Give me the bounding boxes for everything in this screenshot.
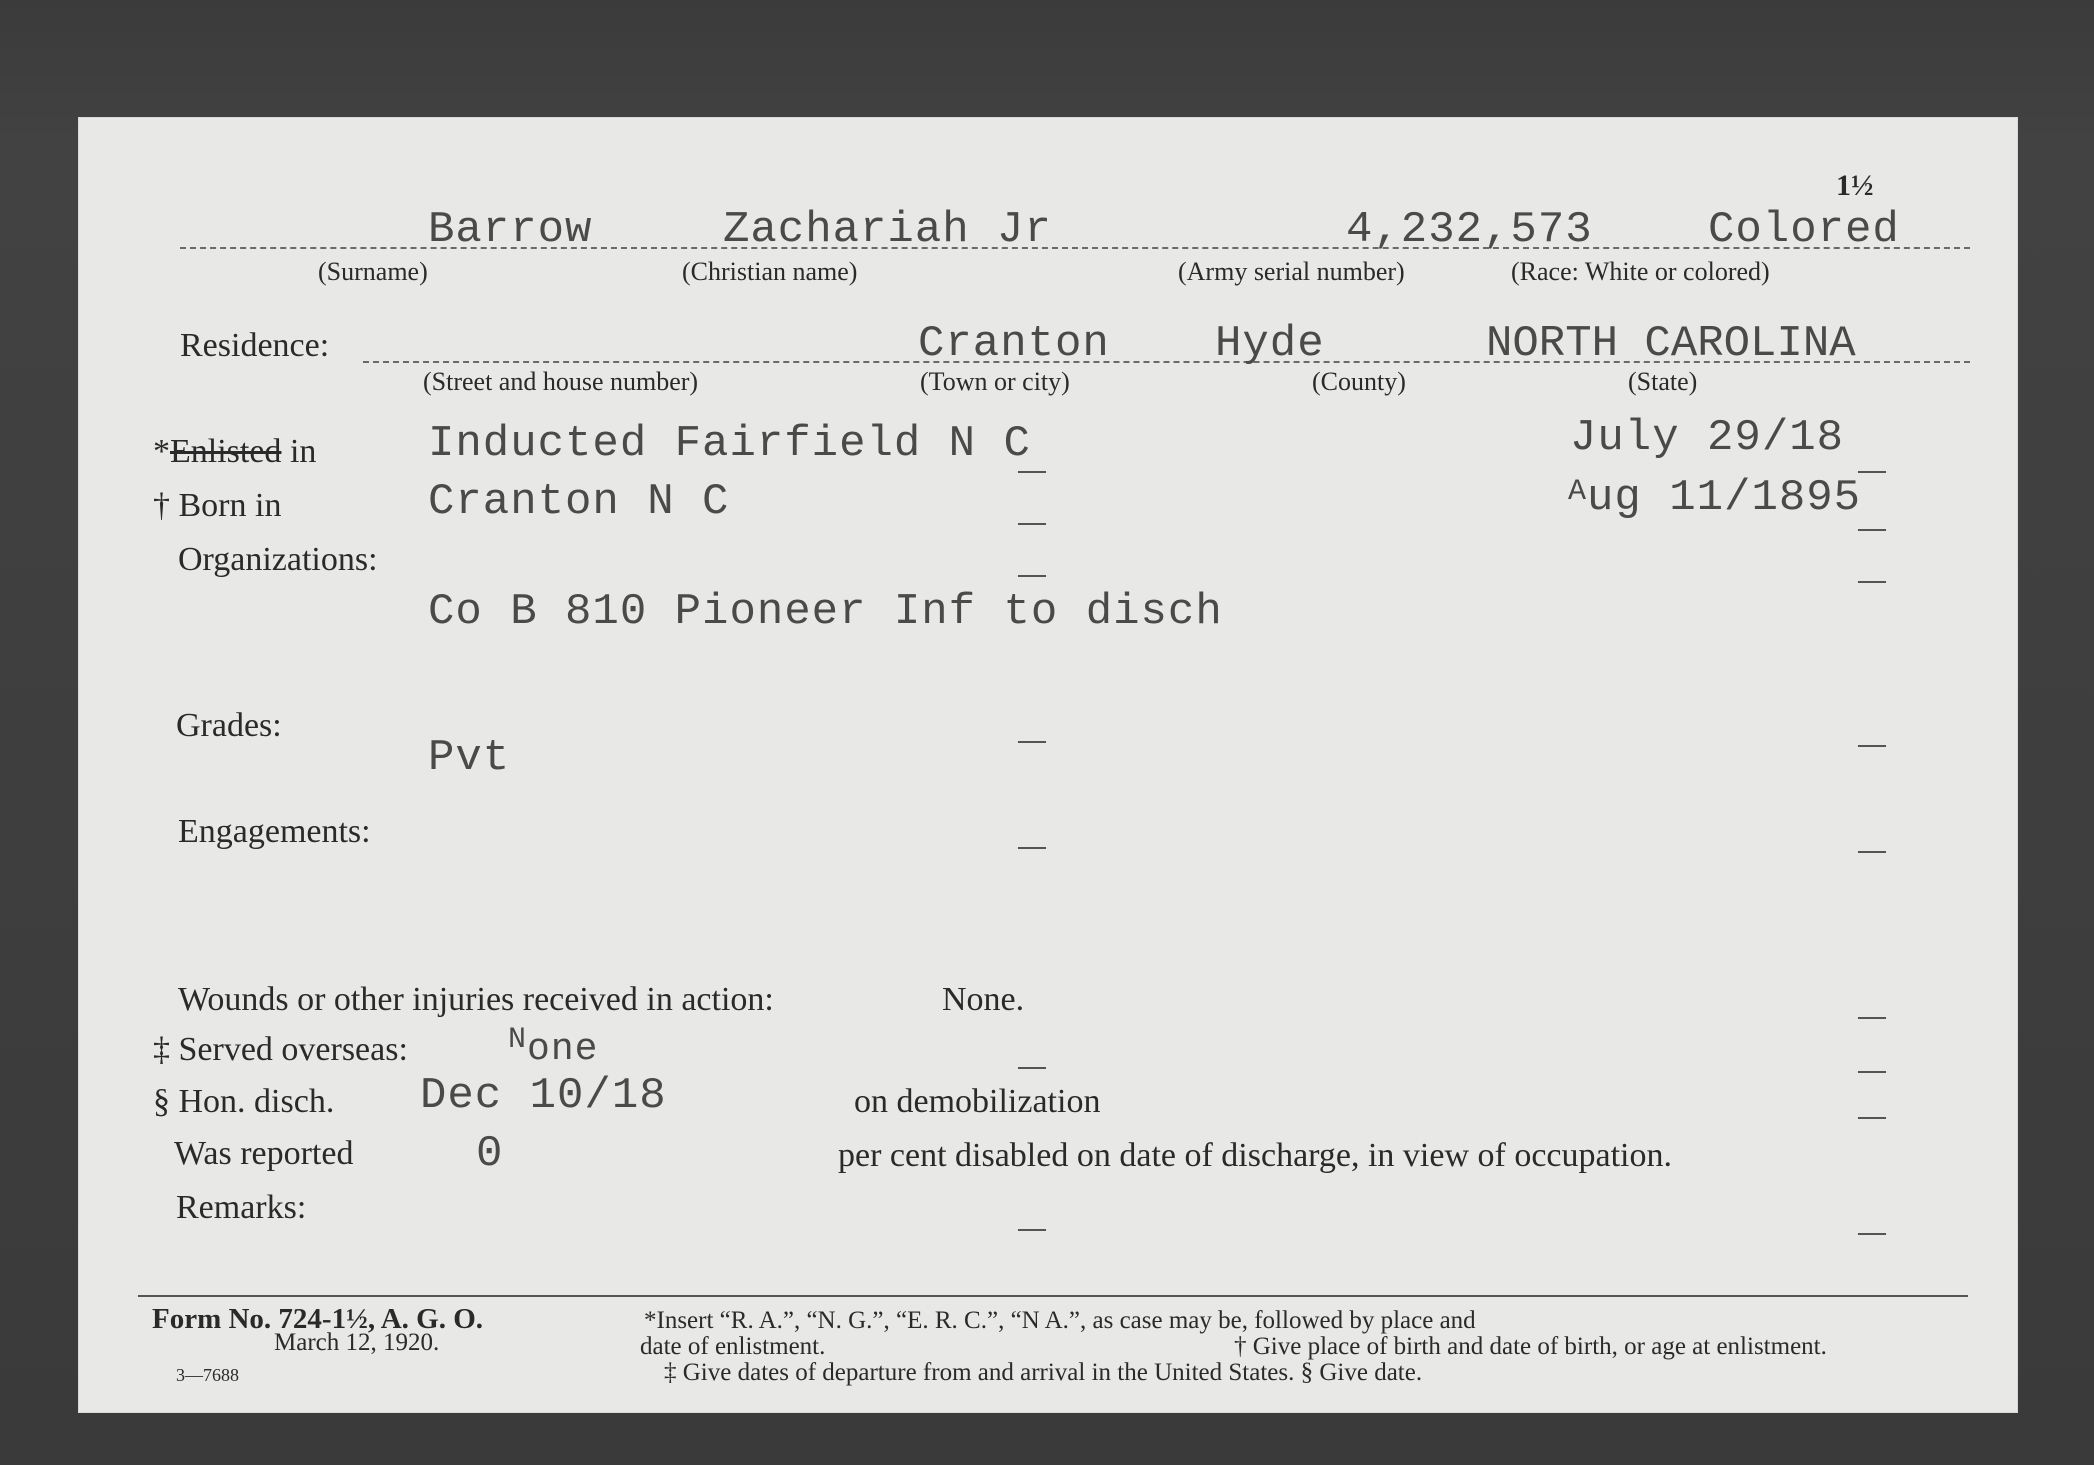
enlisted-label: [153, 433, 316, 471]
engagements-tick-right: [1858, 851, 1886, 853]
engagements-tick-mid: [1018, 847, 1046, 849]
footnote-line-2b: † Give place of birth and date of birth, or age at enlistment.: [1234, 1333, 1827, 1360]
enlisted-date: July 29/18: [1570, 413, 1845, 463]
grades-label: Grades:: [176, 707, 282, 744]
overseas-value-initial: N: [508, 1023, 528, 1057]
discharge-value: Dec 10/18: [420, 1071, 667, 1121]
service-record-card: [78, 117, 2018, 1413]
form-date: March 12, 1920.: [274, 1329, 440, 1356]
residence-town-value: Cranton: [918, 319, 1110, 369]
caption-race: (Race: White or colored): [1511, 257, 1770, 286]
wounds-label: Wounds or other injuries received in action:: [178, 981, 774, 1018]
remarks-label: Remarks:: [176, 1189, 307, 1226]
residence-label: Residence:: [180, 327, 330, 364]
overseas-tick-right: [1858, 1071, 1886, 1073]
grades-value: Pvt: [428, 733, 511, 783]
born-tick-mid: [1018, 523, 1046, 525]
enlisted-tick-right: [1858, 471, 1886, 473]
organizations-tick-mid: [1018, 575, 1046, 577]
surname-value: Barrow: [428, 205, 593, 255]
overseas-value-rest: one: [527, 1028, 599, 1071]
overseas-value: [508, 1023, 598, 1073]
form-number: Form No. 724-1½, A. G. O.: [152, 1303, 484, 1335]
overseas-tick-mid: [1018, 1067, 1046, 1069]
wounds-tick-right: [1858, 1017, 1886, 1019]
residence-county-value: Hyde: [1215, 319, 1325, 369]
footnote-line-1: *Insert “R. A.”, “N. G.”, “E. R. C.”, “N A.”, as case may be, followed by place and: [644, 1307, 1476, 1334]
organizations-tick-right: [1858, 581, 1886, 583]
caption-county: (County): [1312, 367, 1406, 396]
enlisted-marker: *: [153, 433, 170, 470]
born-date: [1568, 473, 1861, 523]
print-code: 3—7688: [176, 1365, 239, 1385]
discharge-note: on demobilization: [854, 1083, 1101, 1120]
caption-state: (State): [1628, 367, 1698, 396]
organizations-value: Co B 810 Pioneer Inf to disch: [428, 587, 1223, 637]
grades-tick-mid: [1018, 741, 1046, 743]
caption-surname: (Surname): [318, 257, 428, 286]
discharge-tick-right: [1858, 1117, 1886, 1119]
born-date-initial: A: [1568, 475, 1588, 509]
reported-note: per cent disabled on date of discharge, in view of occupation.: [838, 1137, 1672, 1174]
wounds-value: None.: [942, 981, 1025, 1018]
caption-serial-number: (Army serial number): [1178, 257, 1405, 286]
overseas-label: ‡ Served overseas:: [153, 1031, 408, 1068]
reported-label: Was reported: [174, 1135, 354, 1172]
remarks-tick-mid: [1018, 1229, 1046, 1231]
born-tick-right: [1858, 529, 1886, 531]
caption-town: (Town or city): [920, 367, 1070, 396]
enlisted-label-rest: in: [281, 433, 317, 470]
corner-fraction: 1½: [1836, 169, 1874, 202]
grades-tick-right: [1858, 745, 1886, 747]
born-date-rest: ug 11/1895: [1587, 473, 1862, 523]
caption-street: (Street and house number): [423, 367, 699, 396]
engagements-label: Engagements:: [178, 813, 371, 850]
enlisted-struck-word: Enlisted: [170, 433, 282, 470]
remarks-tick-right: [1858, 1233, 1886, 1235]
christian-name-value: Zachariah Jr: [723, 205, 1052, 255]
race-value: Colored: [1708, 205, 1900, 255]
reported-value: 0: [476, 1129, 504, 1179]
enlisted-value: Inducted Fairfield N C: [428, 419, 1031, 469]
born-label: † Born in: [153, 487, 282, 524]
born-value: Cranton N C: [428, 477, 730, 527]
discharge-label: § Hon. disch.: [153, 1083, 335, 1120]
footnote-line-2a: date of enlistment.: [640, 1333, 826, 1360]
serial-number-value: 4,232,573: [1346, 205, 1593, 255]
caption-christian-name: (Christian name): [682, 257, 858, 286]
enlisted-tick-mid: [1018, 471, 1046, 473]
footnote-line-3: ‡ Give dates of departure from and arrival in the United States. § Give date.: [664, 1359, 1423, 1386]
footer-rule: [138, 1295, 1968, 1297]
residence-state-value: NORTH CAROLINA: [1486, 319, 1856, 369]
organizations-label: Organizations:: [178, 541, 378, 578]
